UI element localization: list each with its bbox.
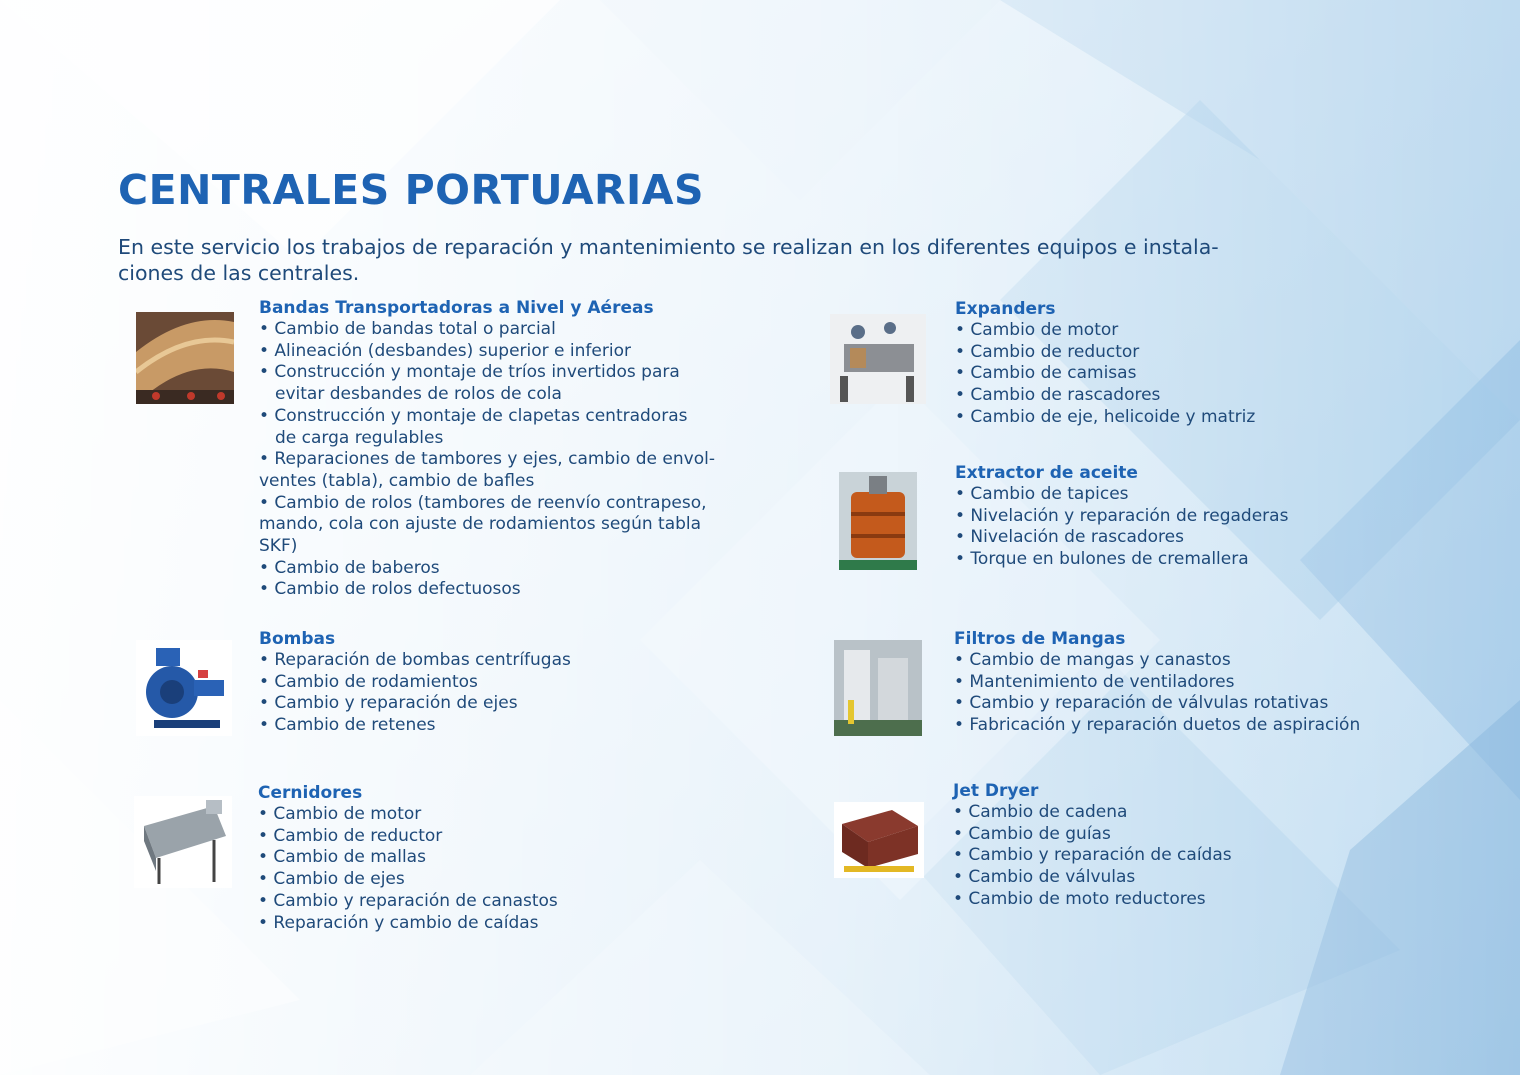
item-list: [954, 650, 1360, 737]
list-item: • Cambio de retenes: [259, 715, 436, 736]
section-title: Jet Dryer: [953, 781, 1039, 801]
list-item: • Reparaciones de tambores y ejes, cambio de envol-: [259, 449, 715, 470]
item-list: [955, 320, 1255, 429]
intro-line: ciones de las centrales.: [118, 261, 360, 285]
item-list: [953, 802, 1232, 911]
centrifugal-pump-photo: [136, 640, 232, 736]
list-item: ventes (tabla), cambio de bafles: [259, 470, 535, 491]
list-item: • Torque en bulones de cremallera: [955, 549, 1249, 570]
bag-filter-photo: [834, 640, 922, 736]
item-list: [259, 650, 571, 737]
list-item: • Mantenimiento de ventiladores: [954, 671, 1235, 692]
section-filtros: [954, 628, 1360, 737]
list-item: • Cambio de reductor: [955, 341, 1140, 362]
list-item: • Cambio de rodamientos: [259, 671, 478, 692]
list-item: evitar desbandes de rolos de cola: [275, 384, 562, 405]
list-item: • Nivelación y reparación de regaderas: [955, 505, 1289, 526]
list-item: • Reparación de bombas centrífugas: [259, 650, 571, 670]
list-item: • Cambio de eje, helicoide y matriz: [955, 406, 1256, 427]
sifter-photo: [134, 796, 232, 888]
list-item: • Alineación (desbandes) superior e inferior: [259, 340, 631, 361]
oil-extractor-photo: [839, 472, 917, 570]
list-item: • Nivelación de rascadores: [955, 527, 1184, 548]
list-item: • Cambio y reparación de ejes: [259, 693, 518, 714]
list-item: • Cambio de tapices: [955, 484, 1129, 504]
section-jetdryer: [953, 780, 1232, 911]
item-list: [258, 804, 558, 934]
section-title: Filtros de Mangas: [954, 629, 1126, 649]
section-extractor: [955, 462, 1288, 571]
section-title: Bombas: [259, 629, 336, 649]
list-item: • Cambio de bandas total o parcial: [259, 319, 556, 339]
intro-line: En este servicio los trabajos de reparación y mantenimiento se realizan en los diferentes equipos e instala-: [118, 235, 1219, 259]
list-item: • Cambio y reparación de válvulas rotativas: [954, 693, 1329, 714]
list-item: • Cambio y reparación de canastos: [258, 890, 558, 911]
section-bombas: [259, 628, 571, 737]
item-list: [955, 484, 1288, 571]
list-item: • Cambio de ejes: [258, 869, 405, 890]
list-item: • Cambio de rascadores: [955, 385, 1161, 406]
section-cernidores: [258, 782, 558, 934]
conveyor-belt-photo: [136, 312, 234, 404]
list-item: • Cambio de baberos: [259, 557, 440, 578]
list-item: • Cambio y reparación de caídas: [953, 845, 1232, 866]
list-item: • Cambio de reductor: [258, 825, 443, 846]
list-item: • Construcción y montaje de clapetas centradoras: [259, 405, 688, 426]
list-item: • Reparación y cambio de caídas: [258, 912, 539, 933]
list-item: • Fabricación y reparación duetos de aspiración: [954, 715, 1361, 736]
item-list: [259, 319, 715, 601]
list-item: • Cambio de cadena: [953, 802, 1128, 822]
section-expanders: [955, 298, 1255, 429]
list-item: mando, cola con ajuste de rodamientos según tabla: [259, 514, 702, 535]
section-title: Extractor de aceite: [955, 463, 1138, 483]
list-item: • Cambio de mangas y canastos: [954, 650, 1231, 670]
list-item: • Cambio de motor: [955, 320, 1119, 340]
intro-paragraph: [118, 234, 1348, 286]
section-title: Bandas Transportadoras a Nivel y Aéreas: [259, 298, 654, 318]
list-item: • Cambio de motor: [258, 804, 422, 824]
list-item: • Cambio de mallas: [258, 847, 426, 868]
list-item: • Cambio de rolos defectuosos: [259, 579, 521, 600]
section-bandas: [259, 297, 715, 601]
section-title: Expanders: [955, 299, 1056, 319]
list-item: • Cambio de moto reductores: [953, 888, 1206, 909]
jet-dryer-photo: [834, 802, 924, 878]
list-item: • Cambio de camisas: [955, 363, 1137, 384]
expander-machine-photo: [830, 314, 926, 404]
section-title: Cernidores: [258, 783, 363, 803]
list-item: • Cambio de guías: [953, 823, 1111, 844]
list-item: • Cambio de válvulas: [953, 867, 1136, 888]
list-item: de carga regulables: [275, 427, 444, 448]
page-title: CENTRALES PORTUARIAS: [118, 166, 705, 214]
list-item: SKF): [259, 536, 298, 557]
list-item: • Cambio de rolos (tambores de reenvío contrapeso,: [259, 492, 707, 513]
list-item: • Construcción y montaje de tríos invertidos para: [259, 362, 680, 383]
